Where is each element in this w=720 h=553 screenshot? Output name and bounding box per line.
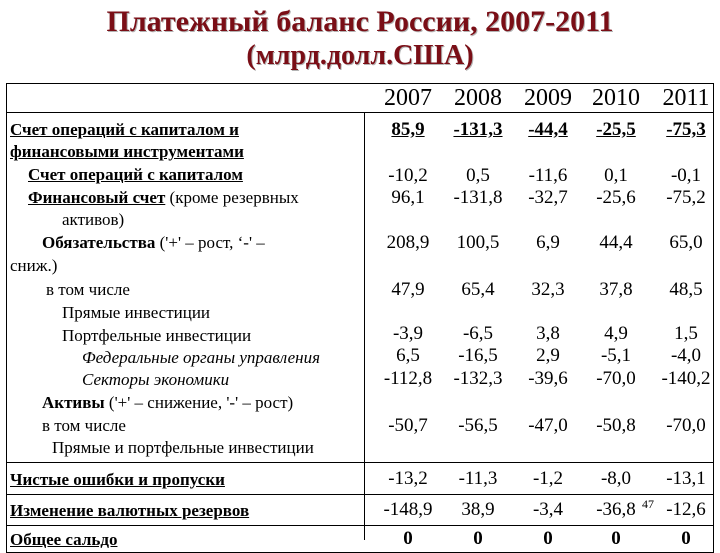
table-cell: 32,3 [531, 279, 565, 300]
row-label-liabilities-note: сниж.) [10, 256, 58, 275]
table-cell: -13,1 [666, 468, 706, 489]
row-divider [6, 462, 714, 463]
column-divider [364, 112, 365, 540]
table-cell: -11,3 [458, 468, 498, 489]
row-divider [6, 525, 714, 526]
table-cell: -3,9 [392, 323, 424, 344]
row-label-federal-government: Федеральные органы управления [82, 348, 321, 367]
row-label-capital-account: Счет операций с капиталом [28, 165, 243, 184]
table-cell: 0 [473, 528, 483, 549]
row-label-capital-financial: Счет операций с капиталом и [10, 120, 239, 139]
table-cell: 0 [611, 528, 621, 549]
table-cell: 0,5 [466, 165, 490, 186]
table-cell: 6,9 [536, 232, 560, 253]
table-cell: -32,7 [528, 187, 568, 208]
table-cell: -75,2 [666, 187, 706, 208]
table-cell: -12,6 [666, 499, 706, 520]
table-cell: 48,5 [669, 279, 703, 300]
table-cell: -131,3 [453, 119, 503, 140]
table-cell: -3,4 [532, 499, 564, 520]
row-label-financial-account-note: активов) [62, 210, 125, 229]
table-cell: -39,6 [528, 368, 568, 389]
table-cell: 0,1 [604, 165, 628, 186]
table-cell: -70,0 [596, 368, 636, 389]
year-header: 2008 [454, 85, 502, 111]
table-cell: -13,2 [388, 468, 428, 489]
table-cell: 85,9 [391, 119, 425, 140]
row-label-liabilities: Обязательства ('+' – рост, ‘-' – [42, 233, 265, 252]
table-cell: 100,5 [456, 232, 500, 253]
slide-subtitle: (млрд.долл.США) [246, 40, 474, 71]
table-cell: 44,4 [599, 232, 633, 253]
row-label-portfolio-investment: Портфельные инвестиции [62, 326, 252, 345]
table-cell: -75,3 [666, 119, 706, 140]
table-cell: 3,8 [536, 323, 560, 344]
row-label-direct-portfolio: Прямые и портфельные инвестиции [52, 438, 314, 457]
table-cell: 6,5 [396, 345, 420, 366]
table-cell: -148,9 [383, 499, 433, 520]
row-label-assets: Активы ('+' – снижение, '-' – рост) [42, 393, 294, 412]
slide-number: 47 [642, 497, 654, 511]
table-cell: -11,6 [528, 165, 568, 186]
table-cell: -70,0 [666, 415, 706, 436]
row-label-capital-financial: финансовыми инструментами [10, 142, 244, 161]
header-divider [6, 112, 714, 113]
row-label-economy-sectors: Секторы экономики [82, 370, 230, 389]
table-cell: -10,2 [388, 165, 428, 186]
table-cell: 208,9 [386, 232, 430, 253]
table-cell: 37,8 [599, 279, 633, 300]
table-cell: -16,5 [458, 345, 498, 366]
row-label-including: в том числе [42, 416, 126, 435]
table-cell: 65,4 [461, 279, 495, 300]
table-cell: 0 [681, 528, 691, 549]
table-cell: -132,3 [453, 368, 503, 389]
table-cell: 65,0 [669, 232, 703, 253]
table-cell: -8,0 [600, 468, 632, 489]
row-label-overall-balance: Общее сальдо [10, 530, 118, 549]
table-cell: -50,7 [388, 415, 428, 436]
table-cell: -25,6 [596, 187, 636, 208]
row-label-direct-investment: Прямые инвестиции [62, 303, 211, 322]
row-label-reserves-change: Изменение валютных резервов [10, 501, 250, 520]
table-cell: -56,5 [458, 415, 498, 436]
table-cell: 2,9 [536, 345, 560, 366]
year-header: 2011 [662, 85, 710, 111]
table-cell: -50,8 [596, 415, 636, 436]
year-header: 2007 [384, 85, 432, 111]
table-cell: -6,5 [462, 323, 494, 344]
table-cell: -0,1 [670, 165, 702, 186]
table-cell: 47,9 [391, 279, 425, 300]
year-header: 2010 [592, 85, 640, 111]
table-cell: -44,4 [528, 119, 568, 140]
row-label-errors-omissions: Чистые ошибки и пропуски [10, 470, 225, 489]
table-cell: 96,1 [391, 187, 425, 208]
table-cell: -131,8 [453, 187, 503, 208]
row-label-financial-account: Финансовый счет (кроме резервных [28, 188, 299, 207]
table-cell: 4,9 [604, 323, 628, 344]
row-divider [6, 494, 714, 495]
table-cell: -140,2 [661, 368, 711, 389]
table-cell: -25,5 [596, 119, 636, 140]
slide-title: Платежный баланс России, 2007-2011 [106, 5, 614, 38]
table-cell: 0 [543, 528, 553, 549]
table-cell: -36,8 [596, 499, 636, 520]
table-cell: 0 [403, 528, 413, 549]
table-cell: -5,1 [600, 345, 632, 366]
table-cell: -1,2 [532, 468, 564, 489]
table-cell: 38,9 [461, 499, 495, 520]
table-cell: -4,0 [670, 345, 702, 366]
row-label-including: в том числе [46, 280, 130, 299]
year-header: 2009 [524, 85, 572, 111]
table-cell: -112,8 [383, 368, 433, 389]
table-cell: -47,0 [528, 415, 568, 436]
table-cell: 1,5 [674, 323, 698, 344]
